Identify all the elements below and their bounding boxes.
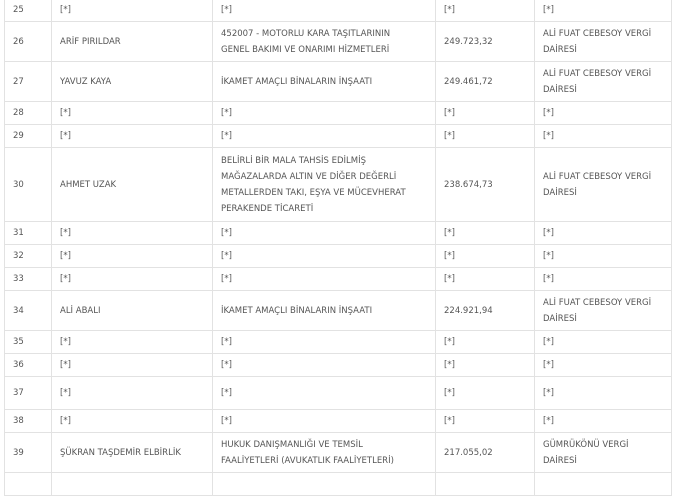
table-row xyxy=(5,148,672,222)
taxpayer-name-cell-text: [*] xyxy=(60,274,71,284)
activity-cell-text: [*] xyxy=(221,251,232,261)
tax-office-cell-text: GÜMRÜKÖNÜ VERGİ DAİRESİ xyxy=(543,439,629,466)
row-number-cell-text: 32 xyxy=(13,251,24,261)
tax-office-cell xyxy=(535,473,672,496)
amount-cell xyxy=(436,473,535,496)
row-number-cell-text: 29 xyxy=(13,131,24,141)
taxpayer-name-cell xyxy=(52,473,213,496)
taxpayer-name-cell-text: [*] xyxy=(60,337,71,347)
activity-cell-text: İKAMET AMAÇLI BİNALARIN İNŞAATI xyxy=(221,305,373,316)
amount-cell-text: 238.674,73 xyxy=(444,179,493,190)
row-number-cell xyxy=(5,148,52,222)
table-row xyxy=(5,62,672,102)
amount-cell xyxy=(436,433,535,473)
tax-office-cell-text: [*] xyxy=(543,337,554,347)
taxpayer-name-cell xyxy=(52,22,213,62)
activity-cell xyxy=(213,222,436,245)
row-number-cell-text: 39 xyxy=(13,447,24,458)
tax-office-cell-text: ALİ FUAT CEBESOY VERGİ DAİRESİ xyxy=(543,171,652,198)
row-number-cell xyxy=(5,377,52,410)
amount-cell xyxy=(436,22,535,62)
table-row xyxy=(5,125,672,148)
taxpayer-table xyxy=(4,0,672,496)
row-number-cell-text: 37 xyxy=(13,388,24,398)
activity-cell xyxy=(213,0,436,22)
tax-office-cell xyxy=(535,148,672,222)
activity-cell xyxy=(213,377,436,410)
taxpayer-name-cell xyxy=(52,433,213,473)
activity-cell xyxy=(213,125,436,148)
table-body xyxy=(5,0,672,496)
table-row xyxy=(5,291,672,331)
activity-cell xyxy=(213,410,436,433)
activity-cell xyxy=(213,22,436,62)
activity-cell-text: [*] xyxy=(221,337,232,347)
activity-cell xyxy=(213,148,436,222)
table-row xyxy=(5,0,672,22)
amount-cell-text: 217.055,02 xyxy=(444,447,493,458)
row-number-cell xyxy=(5,331,52,354)
amount-cell-text: [*] xyxy=(444,337,455,347)
activity-cell-text: [*] xyxy=(221,416,232,426)
taxpayer-name-cell-text: ŞÜKRAN TAŞDEMİR ELBİRLİK xyxy=(60,447,181,458)
activity-cell-text: [*] xyxy=(221,360,232,370)
amount-cell xyxy=(436,410,535,433)
row-number-cell xyxy=(5,410,52,433)
row-number-cell-text: 38 xyxy=(13,416,24,426)
taxpayer-name-cell xyxy=(52,331,213,354)
activity-cell xyxy=(213,62,436,102)
tax-office-cell xyxy=(535,62,672,102)
amount-cell xyxy=(436,354,535,377)
row-number-cell xyxy=(5,102,52,125)
amount-cell-text: [*] xyxy=(444,416,455,426)
activity-cell xyxy=(213,102,436,125)
amount-cell-text: [*] xyxy=(444,228,455,238)
amount-cell-text: [*] xyxy=(444,131,455,141)
amount-cell-text: [*] xyxy=(444,388,455,398)
tax-office-cell xyxy=(535,0,672,22)
taxpayer-name-cell xyxy=(52,102,213,125)
tax-office-cell-text: [*] xyxy=(543,360,554,370)
tax-office-cell-text: [*] xyxy=(543,416,554,426)
table-row xyxy=(5,222,672,245)
amount-cell xyxy=(436,62,535,102)
amount-cell xyxy=(436,102,535,125)
row-number-cell xyxy=(5,22,52,62)
row-number-cell-text: 26 xyxy=(13,36,24,47)
row-number-cell xyxy=(5,222,52,245)
taxpayer-name-cell-text: [*] xyxy=(60,416,71,426)
tax-office-cell xyxy=(535,433,672,473)
amount-cell xyxy=(436,125,535,148)
row-number-cell xyxy=(5,245,52,268)
activity-cell-text: [*] xyxy=(221,388,232,398)
taxpayer-name-cell-text: [*] xyxy=(60,131,71,141)
taxpayer-name-cell-text: [*] xyxy=(60,251,71,261)
activity-cell xyxy=(213,433,436,473)
table-row xyxy=(5,354,672,377)
row-number-cell-text: 28 xyxy=(13,108,24,118)
tax-office-cell-text: [*] xyxy=(543,251,554,261)
tax-office-cell xyxy=(535,222,672,245)
tax-office-cell xyxy=(535,410,672,433)
taxpayer-name-cell xyxy=(52,354,213,377)
tax-office-cell-text: [*] xyxy=(543,228,554,238)
taxpayer-name-cell-text: ARİF PIRILDAR xyxy=(60,36,121,47)
tax-office-cell-text: [*] xyxy=(543,5,554,15)
tax-office-cell-text: ALİ FUAT CEBESOY VERGİ DAİRESİ xyxy=(543,28,652,55)
row-number-cell xyxy=(5,125,52,148)
taxpayer-name-cell-text: AHMET UZAK xyxy=(60,179,117,190)
activity-cell-text: [*] xyxy=(221,108,232,118)
taxpayer-name-cell-text: ALİ ABALI xyxy=(60,305,101,316)
taxpayer-name-cell xyxy=(52,268,213,291)
amount-cell xyxy=(436,268,535,291)
amount-cell xyxy=(436,331,535,354)
row-number-cell xyxy=(5,354,52,377)
amount-cell xyxy=(436,222,535,245)
tax-office-cell-text: [*] xyxy=(543,131,554,141)
amount-cell xyxy=(436,245,535,268)
tax-office-cell xyxy=(535,22,672,62)
amount-cell-text: 224.921,94 xyxy=(444,305,493,316)
tax-office-cell xyxy=(535,377,672,410)
tax-office-cell xyxy=(535,125,672,148)
taxpayer-name-cell-text: [*] xyxy=(60,108,71,118)
amount-cell xyxy=(436,291,535,331)
table-row xyxy=(5,377,672,410)
taxpayer-name-cell xyxy=(52,291,213,331)
amount-cell xyxy=(436,0,535,22)
table-row xyxy=(5,245,672,268)
activity-cell xyxy=(213,473,436,496)
table-row xyxy=(5,433,672,473)
table-row xyxy=(5,473,672,496)
tax-office-cell xyxy=(535,331,672,354)
activity-cell xyxy=(213,245,436,268)
activity-cell xyxy=(213,354,436,377)
row-number-cell-text: 27 xyxy=(13,76,24,87)
row-number-cell-text: 34 xyxy=(13,305,24,316)
taxpayer-name-cell xyxy=(52,222,213,245)
row-number-cell-text: 25 xyxy=(13,5,24,15)
activity-cell-text: [*] xyxy=(221,228,232,238)
activity-cell xyxy=(213,331,436,354)
activity-cell xyxy=(213,291,436,331)
row-number-cell xyxy=(5,268,52,291)
activity-cell-text: [*] xyxy=(221,274,232,284)
tax-office-cell xyxy=(535,245,672,268)
table-row xyxy=(5,22,672,62)
taxpayer-name-cell xyxy=(52,245,213,268)
amount-cell-text: [*] xyxy=(444,274,455,284)
taxpayer-name-cell xyxy=(52,148,213,222)
table-row xyxy=(5,410,672,433)
tax-office-cell xyxy=(535,291,672,331)
amount-cell-text: [*] xyxy=(444,360,455,370)
taxpayer-name-cell xyxy=(52,377,213,410)
taxpayer-name-cell-text: [*] xyxy=(60,360,71,370)
tax-office-cell xyxy=(535,354,672,377)
row-number-cell-text: 36 xyxy=(13,360,24,370)
tax-office-cell-text: [*] xyxy=(543,388,554,398)
table-row xyxy=(5,268,672,291)
activity-cell-text: İKAMET AMAÇLI BİNALARIN İNŞAATI xyxy=(221,76,373,87)
row-number-cell-text: 31 xyxy=(13,228,24,238)
tax-office-cell-text: ALİ FUAT CEBESOY VERGİ DAİRESİ xyxy=(543,68,652,95)
activity-cell-text: HUKUK DANIŞMANLIĞI VE TEMSİL FAALİYETLERİ (AVUKATLIK FAALİYETLERİ) xyxy=(221,439,394,466)
amount-cell-text: [*] xyxy=(444,251,455,261)
amount-cell-text: 249.461,72 xyxy=(444,76,493,87)
row-number-cell-text: 30 xyxy=(13,179,24,190)
row-number-cell xyxy=(5,473,52,496)
taxpayer-name-cell-text: YAVUZ KAYA xyxy=(60,76,112,87)
row-number-cell xyxy=(5,62,52,102)
amount-cell-text: 249.723,32 xyxy=(444,36,493,47)
table-row xyxy=(5,102,672,125)
taxpayer-name-cell-text: [*] xyxy=(60,228,71,238)
row-number-cell xyxy=(5,291,52,331)
tax-office-cell-text: [*] xyxy=(543,274,554,284)
activity-cell-text: BELİRLİ BİR MALA TAHSİS EDİLMİŞ MAĞAZALARDA ALTIN VE DİĞER DEĞERLİ METALLERDEN TAKI, EŞYA VE MÜCEVHERAT PERAKENDE TİCARETİ xyxy=(221,155,406,214)
taxpayer-name-cell xyxy=(52,125,213,148)
tax-office-cell-text: ALİ FUAT CEBESOY VERGİ DAİRESİ xyxy=(543,297,652,324)
taxpayer-name-cell-text: [*] xyxy=(60,388,71,398)
amount-cell-text: [*] xyxy=(444,108,455,118)
row-number-cell-text: 33 xyxy=(13,274,24,284)
tax-office-cell-text: [*] xyxy=(543,108,554,118)
tax-office-cell xyxy=(535,102,672,125)
activity-cell-text: 452007 - MOTORLU KARA TAŞITLARININ GENEL BAKIMI VE ONARIMI HİZMETLERİ xyxy=(221,28,391,55)
tax-office-cell xyxy=(535,268,672,291)
row-number-cell xyxy=(5,0,52,22)
activity-cell-text: [*] xyxy=(221,5,232,15)
row-number-cell xyxy=(5,433,52,473)
taxpayer-name-cell xyxy=(52,410,213,433)
taxpayer-name-cell xyxy=(52,62,213,102)
taxpayer-name-cell xyxy=(52,0,213,22)
row-number-cell-text: 35 xyxy=(13,337,24,347)
activity-cell-text: [*] xyxy=(221,131,232,141)
amount-cell-text: [*] xyxy=(444,5,455,15)
amount-cell xyxy=(436,377,535,410)
amount-cell xyxy=(436,148,535,222)
activity-cell xyxy=(213,268,436,291)
table-row xyxy=(5,331,672,354)
taxpayer-name-cell-text: [*] xyxy=(60,5,71,15)
